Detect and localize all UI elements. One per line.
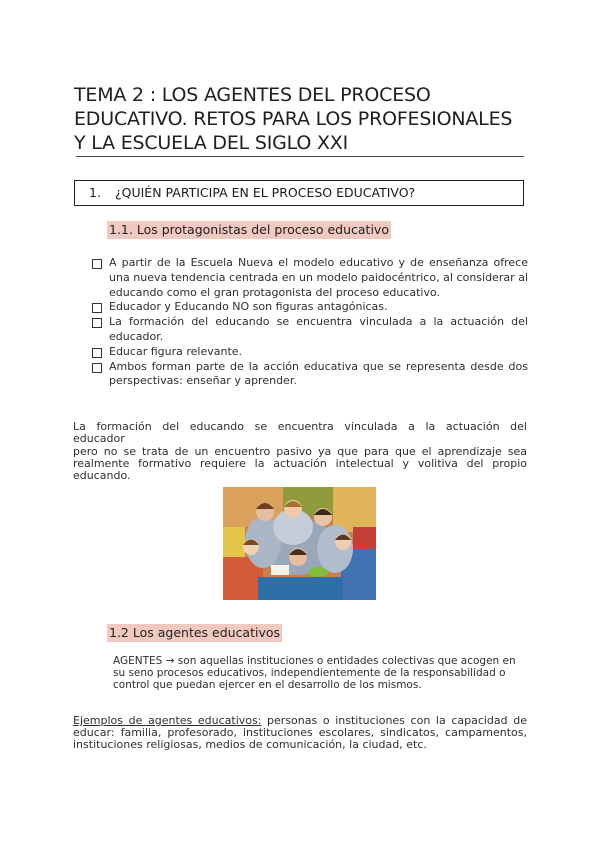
photo-illustration: [223, 487, 376, 600]
examples-label: Ejemplos de agentes educativos:: [73, 714, 262, 727]
subsection-1-heading: 1.1. Los protagonistas del proceso educativo: [109, 222, 389, 237]
examples-paragraph: [73, 715, 527, 752]
title-line-2: EDUCATIVO. RETOS PARA LOS PROFESIONALES: [74, 107, 513, 130]
list-item: [92, 300, 528, 315]
list-item: [92, 315, 528, 345]
title-divider: [76, 156, 524, 157]
list-item-text: La formación del educando se encuentra vinculada a la actuación del educador.: [109, 315, 528, 343]
paragraph-line: educador: [73, 432, 125, 446]
section-title: ¿QUIÉN PARTICIPA EN EL PROCESO EDUCATIVO?: [115, 185, 416, 200]
title-line-3: Y LA ESCUELA DEL SIGLO XXI: [74, 131, 348, 154]
examples-text: personas o instituciones con la capacidad de educar: familia, profesorado, instituciones escolares, sindicatos, campamentos, instituciones religiosas, medios de comunicación, la ciudad, etc.: [73, 714, 528, 752]
subsection-2-heading: 1.2 Los agentes educativos: [109, 625, 281, 640]
checkbox-icon: [92, 348, 102, 358]
list-item-text: A partir de la Escuela Nueva el modelo educativo y de enseñanza ofrece una nueva tendencia centrada en un modelo paidocéntrico, al considerar al educando como el gran protagonista del proceso educativo.: [109, 256, 528, 299]
checkbox-icon: [92, 303, 102, 313]
checkbox-icon: [92, 318, 102, 328]
checkbox-icon: [92, 363, 102, 373]
title-line-1: TEMA 2 : LOS AGENTES DEL PROCESO: [74, 83, 431, 106]
section-number: 1.: [89, 185, 101, 200]
list-item-text: Educador y Educando NO son figuras antagónicas.: [109, 300, 388, 314]
protagonists-checklist: [92, 256, 528, 389]
children-classroom-photo: [223, 487, 376, 600]
list-item: [92, 256, 528, 300]
list-item: [92, 345, 528, 360]
formation-paragraph: [73, 421, 527, 482]
document-title: [74, 83, 544, 155]
list-item-text: Educar figura relevante.: [109, 344, 243, 358]
section-heading-box: [74, 180, 524, 206]
paragraph-line: pero no se trata de un encuentro pasivo ya que para que el aprendizaje sea realmente formativo requiere la actuación intelectual y volitiva del propio educando.: [73, 444, 527, 483]
list-item: [92, 360, 528, 390]
agentes-definition: AGENTES → son aquellas instituciones o entidades colectivas que acogen en su seno procesos educativos, independientemente de la responsabilidad o control que puedan ejercer en el desarrollo de los mismos.: [113, 655, 516, 691]
list-item-text: Ambos forman parte de la acción educativa que se representa desde dos perspectivas: enseñar y aprender.: [109, 359, 528, 388]
checkbox-icon: [92, 259, 102, 269]
paragraph-line: La formación del educando se encuentra vinculada a la actuación del: [73, 420, 527, 433]
